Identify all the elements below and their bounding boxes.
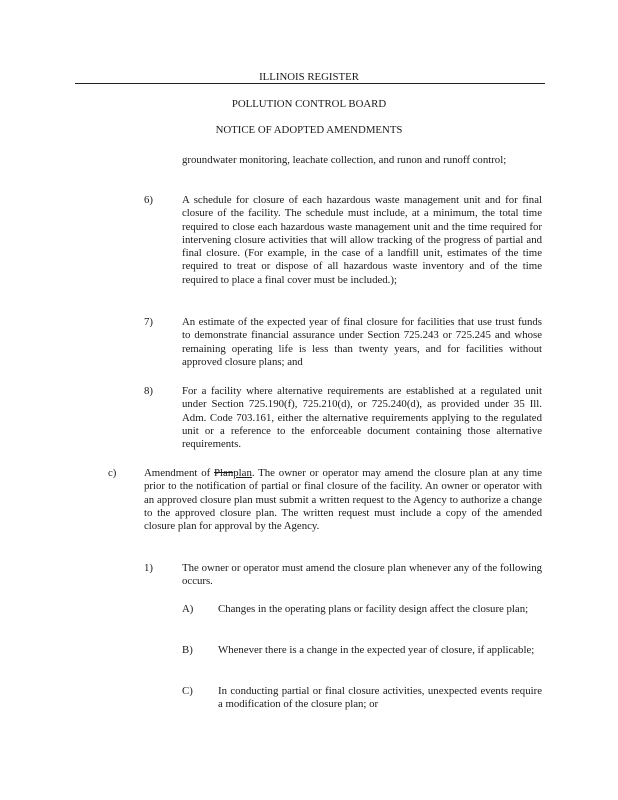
item-8-text: For a facility where alternative requirements are established at a regulated unit under Section 725.190(f), 725.210(d), or 725.240(d), as provided under 35 Ill. Adm. Code 703.161, either the alternative requirements applying to the regulated unit or a reference to the enforceable document containing those alternative requirements.: [182, 385, 542, 451]
item-6-label: 6): [144, 194, 153, 206]
item-7-label: 7): [144, 316, 153, 328]
sub-a-text: Changes in the operating plans or facility design affect the closure plan;: [218, 603, 529, 615]
section-c-label: c): [108, 467, 117, 479]
item-7-text: An estimate of the expected year of final closure for facilities that use trust funds to demonstrate financial assurance under Section 725.243 or 725.245 and whose remaining operating life is less than twenty years, and for facilities without approved closure plans; and: [182, 316, 542, 368]
section-c-body: . The owner or operator may amend the closure plan at any time prior to the notification of partial or final closure of the facility. An owner or operator with an approved closure plan must submit a written request to the Agency to authorize a change to the approved closure plan. The written request must include a copy of the amended closure plan for approval by the Agency.: [144, 467, 543, 533]
sub-c-label: C): [182, 685, 193, 697]
section-c-heading-deleted: Plan: [214, 467, 234, 479]
sub-1-label: 1): [144, 562, 153, 574]
continuation-text: groundwater monitoring, leachate collection, and runon and runoff control;: [182, 154, 507, 166]
sub-a-label: A): [182, 603, 194, 615]
sub-b-text: Whenever there is a change in the expected year of closure, if applicable;: [218, 644, 535, 656]
section-c-heading-added: plan: [233, 467, 252, 479]
header-rule: [75, 83, 545, 84]
register-title: ILLINOIS REGISTER: [259, 71, 359, 83]
sub-b-label: B): [182, 644, 193, 656]
sub-1-text: The owner or operator must amend the closure plan whenever any of the following occurs.: [182, 562, 542, 588]
sub-c-text: In conducting partial or final closure activities, unexpected events require a modification of the closure plan; or: [218, 685, 542, 711]
board-title: POLLUTION CONTROL BOARD: [231, 98, 387, 110]
section-c-heading-prefix: Amendment of: [144, 467, 215, 479]
item-8-label: 8): [144, 385, 153, 397]
notice-title: NOTICE OF ADOPTED AMENDMENTS: [215, 124, 403, 136]
section-c-text: [144, 467, 542, 533]
item-6-text: A schedule for closure of each hazardous waste management unit and for final closure of the facility. The schedule must include, at a minimum, the total time required to close each hazardous waste management unit and the time required for intervening closure activities that will allow tracking of the progress of partial and final closure. (For example, in the case of a landfill unit, estimates of the time required to treat or dispose of all hazardous waste inventory and of the time required to place a final cover must be included.);: [182, 194, 542, 286]
